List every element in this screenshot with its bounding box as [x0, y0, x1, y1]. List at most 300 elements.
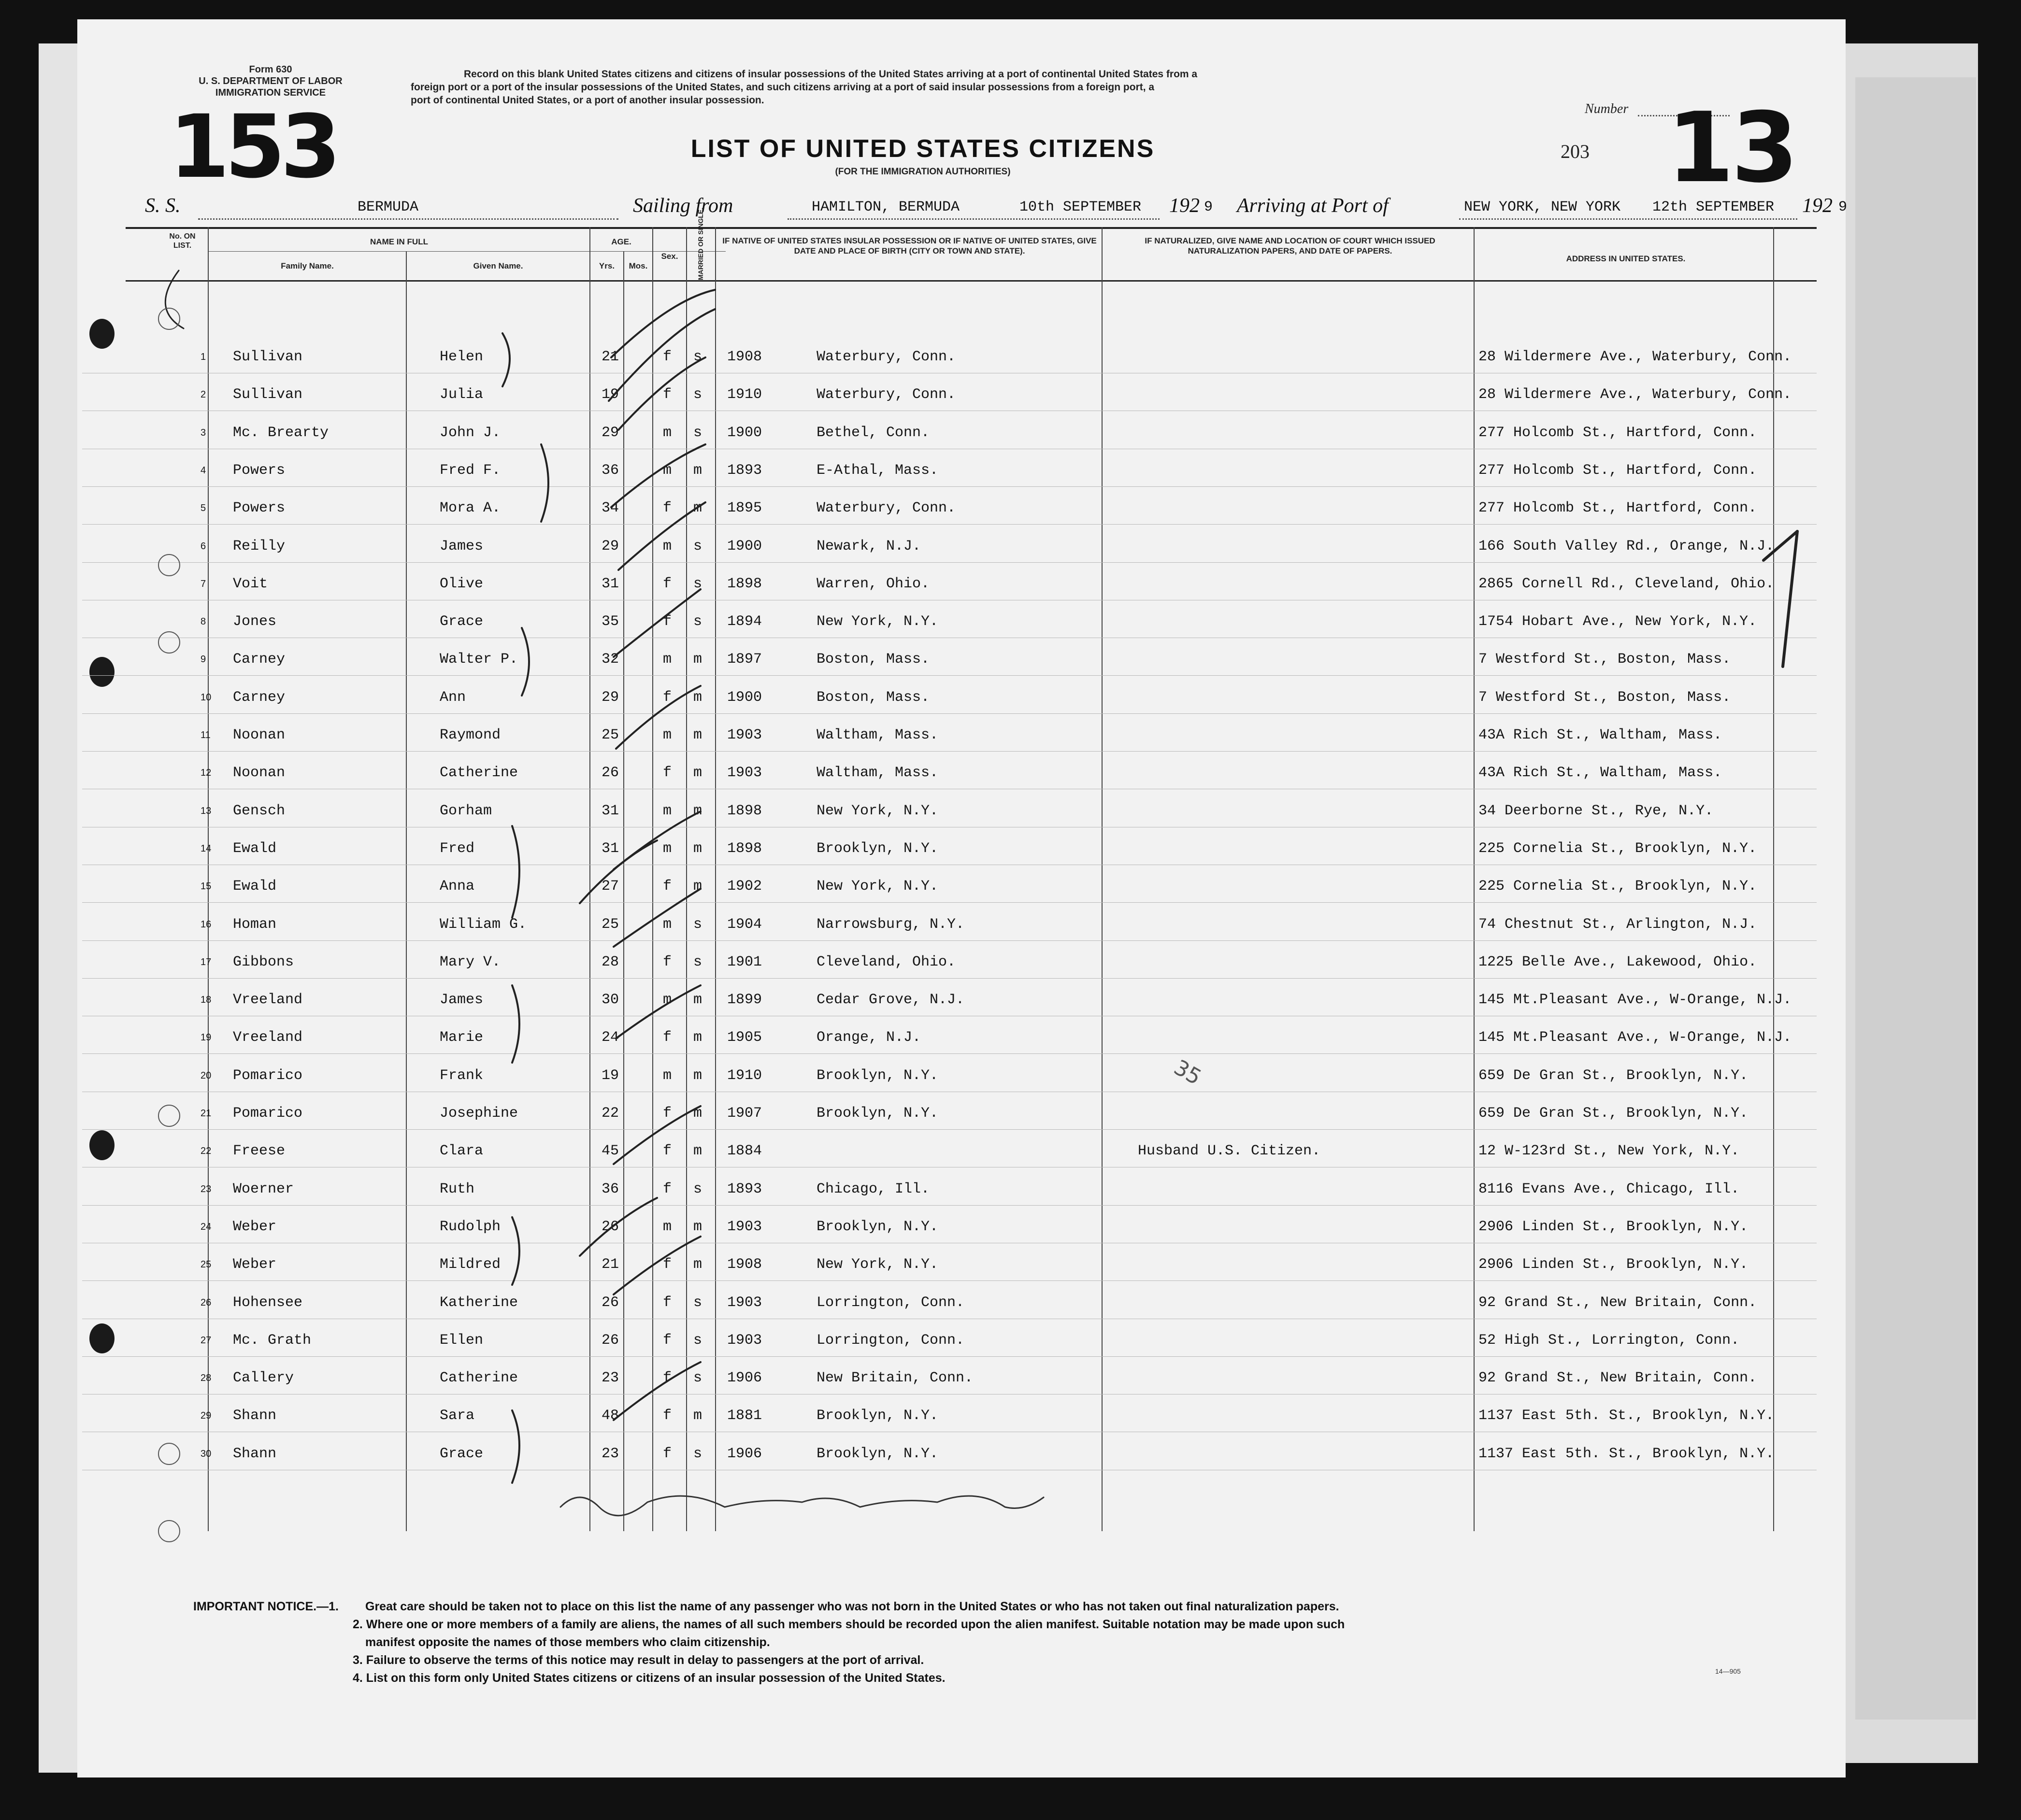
age-years: 21: [602, 1256, 619, 1273]
row-number: 2: [201, 389, 206, 400]
row-number: 18: [201, 995, 212, 1006]
birth-year: 1900: [727, 538, 762, 555]
marital-status: m: [693, 1256, 702, 1273]
birth-place: Boston, Mass.: [817, 651, 930, 668]
age-years: 23: [602, 1445, 619, 1462]
row-number: 19: [201, 1032, 212, 1043]
check-stroke: [580, 1198, 657, 1256]
notice-item: 2. Where one or more members of a family are aliens, the names of all such members should be recorded upon the alien manifest. Suitable notation may be made upon such: [353, 1618, 1345, 1631]
marital-status: m: [693, 500, 702, 517]
address: 92 Grand St., New Britain, Conn.: [1478, 1370, 1757, 1387]
marital-status: s: [693, 1370, 702, 1387]
check-stroke: [611, 444, 705, 507]
marital-status: m: [693, 727, 702, 743]
bracket-mark: [502, 333, 510, 386]
family-name: Weber: [233, 1256, 277, 1273]
age-years: 26: [602, 1332, 619, 1349]
birth-place: New York, N.Y.: [817, 878, 939, 895]
sex: m: [663, 727, 672, 743]
sex: f: [663, 878, 672, 895]
birth-place: Orange, N.J.: [817, 1029, 921, 1046]
age-years: 31: [602, 802, 619, 819]
arrival-year-prefix: 192: [1802, 195, 1833, 217]
row-number: 29: [201, 1410, 212, 1422]
marital-status: s: [693, 1332, 702, 1349]
row-number: 10: [201, 692, 212, 703]
check-stroke: [614, 889, 701, 947]
age-years: 48: [602, 1408, 619, 1424]
birth-year: 1895: [727, 500, 762, 517]
family-name: Reilly: [233, 538, 286, 555]
header-birth: IF NATIVE OF UNITED STATES INSULAR POSSESSION OR IF NATIVE OF UNITED STATES, GIVE DATE AND PLACE OF BIRTH (CITY OR TOWN AND STATE).: [722, 236, 1097, 256]
age-years: 19: [602, 1067, 619, 1084]
given-name: Mora A.: [440, 500, 501, 517]
row-number: 16: [201, 919, 212, 930]
marital-status: s: [693, 538, 702, 555]
birth-place: Waltham, Mass.: [817, 727, 939, 743]
row-number: 30: [201, 1448, 212, 1459]
given-name: Sara: [440, 1408, 475, 1424]
birth-year: 1908: [727, 1256, 762, 1273]
row-number: 21: [201, 1108, 212, 1119]
marital-status: s: [693, 916, 702, 933]
birth-place: Newark, N.J.: [817, 538, 921, 555]
sex: f: [663, 765, 672, 782]
row-number: 20: [201, 1070, 212, 1081]
given-name: William G.: [440, 916, 527, 933]
given-name: John J.: [440, 424, 501, 441]
given-name: Ann: [440, 689, 466, 706]
family-name: Mc. Brearty: [233, 424, 329, 441]
marital-status: s: [693, 1180, 702, 1197]
header-married-or-single: MARRIED OR SINGLE.: [697, 207, 704, 280]
naturalization-note: Husband U.S. Citizen.: [1138, 1143, 1321, 1160]
family-name: Ewald: [233, 878, 277, 895]
marital-status: m: [693, 689, 702, 706]
address: 1137 East 5th. St., Brooklyn, N.Y.: [1478, 1445, 1775, 1462]
header-given-name: Given Name.: [473, 261, 523, 270]
bracket-mark: [522, 628, 529, 696]
age-years: 24: [602, 1029, 619, 1046]
family-name: Homan: [233, 916, 277, 933]
arrival-port: NEW YORK, NEW YORK: [1464, 199, 1621, 215]
birth-place: Brooklyn, N.Y.: [817, 840, 939, 857]
address: 12 W-123rd St., New York, N.Y.: [1478, 1143, 1740, 1160]
marital-status: s: [693, 1294, 702, 1311]
header-mos: Mos.: [629, 261, 648, 270]
marital-status: m: [693, 1143, 702, 1160]
family-name: Sullivan: [233, 349, 303, 365]
family-name: Callery: [233, 1370, 294, 1387]
birth-year: 1906: [727, 1370, 762, 1387]
sex: f: [663, 1143, 672, 1160]
address: 659 De Gran St., Brooklyn, N.Y.: [1478, 1105, 1749, 1122]
marital-status: m: [693, 462, 702, 479]
bracket-mark: [541, 444, 548, 522]
sex: m: [663, 992, 672, 1009]
row-number: 5: [201, 503, 206, 514]
given-name: Josephine: [440, 1105, 518, 1122]
page-title: LIST OF UNITED STATES CITIZENS: [690, 135, 1155, 163]
given-name: Mary V.: [440, 953, 501, 970]
family-name: Shann: [233, 1445, 277, 1462]
sex: f: [663, 953, 672, 970]
manifest-page: [77, 19, 1846, 1777]
given-name: Fred F.: [440, 462, 501, 479]
bracket-mark: [512, 1217, 519, 1285]
marital-status: m: [693, 765, 702, 782]
family-name: Vreeland: [233, 992, 303, 1009]
row-number: 6: [201, 540, 206, 552]
given-name: Frank: [440, 1067, 484, 1084]
check-stroke: [611, 290, 715, 357]
age-years: 35: [602, 613, 619, 630]
age-years: 45: [602, 1143, 619, 1160]
header-address: ADDRESS IN UNITED STATES.: [1566, 254, 1686, 263]
address: 74 Chestnut St., Arlington, N.J.: [1478, 916, 1757, 933]
row-number: 11: [201, 730, 211, 740]
address: 659 De Gran St., Brooklyn, N.Y.: [1478, 1067, 1749, 1084]
sex: f: [663, 1029, 672, 1046]
notice-lead: IMPORTANT NOTICE.—1.: [193, 1600, 339, 1613]
family-name: Gibbons: [233, 953, 294, 970]
birth-year: 1898: [727, 575, 762, 592]
birth-place: Boston, Mass.: [817, 689, 930, 706]
notice-item: manifest opposite the names of those members who claim citizenship.: [365, 1635, 770, 1649]
sex: f: [663, 1408, 672, 1424]
given-name: Walter P.: [440, 651, 518, 668]
given-name: James: [440, 992, 484, 1009]
middle-handwritten-mark: 35: [1170, 1055, 1205, 1090]
address: 2906 Linden St., Brooklyn, N.Y.: [1478, 1218, 1749, 1235]
age-years: 19: [602, 386, 619, 403]
row-number: 14: [201, 843, 212, 854]
address: 92 Grand St., New Britain, Conn.: [1478, 1294, 1757, 1311]
birth-place: New York, N.Y.: [817, 613, 939, 630]
ship-name: BERMUDA: [358, 199, 419, 215]
marital-status: m: [693, 651, 702, 668]
birth-place: Brooklyn, N.Y.: [817, 1445, 939, 1462]
birth-place: New Britain, Conn.: [817, 1370, 974, 1387]
given-name: Grace: [440, 613, 484, 630]
underlying-page-edge: [1855, 77, 1976, 1720]
birth-year: 1910: [727, 386, 762, 403]
sex: f: [663, 349, 672, 365]
sex: f: [663, 1332, 672, 1349]
margin-mark: [1763, 531, 1797, 560]
row-number: 27: [201, 1335, 212, 1346]
check-stroke: [614, 1237, 701, 1294]
check-stroke: [580, 840, 657, 903]
row-number: 12: [201, 768, 212, 779]
address: 43A Rich St., Waltham, Mass.: [1478, 727, 1722, 743]
address: 7 Westford St., Boston, Mass.: [1478, 689, 1731, 706]
birth-place: Brooklyn, N.Y.: [817, 1218, 939, 1235]
family-name: Shann: [233, 1408, 277, 1424]
row-number: 8: [201, 616, 206, 627]
marital-status: m: [693, 1029, 702, 1046]
family-name: Pomarico: [233, 1067, 303, 1084]
marital-status: s: [693, 349, 702, 365]
given-name: Rudolph: [440, 1218, 501, 1235]
family-name: Noonan: [233, 765, 286, 782]
given-name: Ruth: [440, 1180, 475, 1197]
row-number: 13: [201, 805, 212, 816]
address: 28 Wildermere Ave., Waterbury, Conn.: [1478, 386, 1792, 403]
birth-place: Narrowsburg, N.Y.: [817, 916, 965, 933]
service-name: IMMIGRATION SERVICE: [215, 87, 326, 98]
birth-year: 1899: [727, 992, 762, 1009]
check-stroke: [614, 589, 701, 657]
check-stroke: [618, 357, 705, 430]
row-number: 1: [201, 352, 206, 362]
given-name: James: [440, 538, 484, 555]
header-naturalized: IF NATURALIZED, GIVE NAME AND LOCATION OF COURT WHICH ISSUED NATURALIZATION PAPERS, AND DATE OF PAPERS.: [1145, 236, 1435, 256]
birth-place: Warren, Ohio.: [817, 575, 930, 592]
birth-year: 1910: [727, 1067, 762, 1084]
sex: m: [663, 424, 672, 441]
age-years: 26: [602, 1294, 619, 1311]
handwritten-number-right: 13: [1667, 92, 1796, 204]
birth-year: 1898: [727, 840, 762, 857]
marital-status: s: [693, 613, 702, 630]
family-name: Jones: [233, 613, 277, 630]
sex: f: [663, 575, 672, 592]
birth-year: 1903: [727, 727, 762, 743]
page-subtitle: (FOR THE IMMIGRATION AUTHORITIES): [835, 167, 1011, 177]
row-number: 7: [201, 578, 206, 589]
address: 43A Rich St., Waltham, Mass.: [1478, 765, 1722, 782]
number-label: Number: [1585, 101, 1629, 116]
birth-year: 1900: [727, 689, 762, 706]
header-name-in-full: NAME IN FULL: [370, 237, 428, 246]
birth-year: 1893: [727, 1180, 762, 1197]
sex: m: [663, 840, 672, 857]
family-name: Mc. Grath: [233, 1332, 312, 1349]
sex: f: [663, 1180, 672, 1197]
birth-year: 1903: [727, 1218, 762, 1235]
birth-year: 1908: [727, 349, 762, 365]
marital-status: s: [693, 386, 702, 403]
birth-place: Waterbury, Conn.: [817, 349, 956, 365]
row-number: 3: [201, 427, 206, 438]
arrival-year-digit: 9: [1838, 199, 1848, 215]
family-name: Woerner: [233, 1180, 294, 1197]
marital-status: m: [693, 1408, 702, 1424]
birth-year: 1901: [727, 953, 762, 970]
check-stroke: [616, 686, 701, 749]
given-name: Fred: [440, 840, 475, 857]
address: 1137 East 5th. St., Brooklyn, N.Y.: [1478, 1408, 1775, 1424]
notice-item: 4. List on this form only United States citizens or citizens of an insular possession of the United States.: [353, 1671, 946, 1685]
header-no: No. ON LIST.: [169, 232, 196, 250]
margin-circle: [158, 632, 180, 653]
marital-status: m: [693, 878, 702, 895]
birth-place: Waterbury, Conn.: [817, 386, 956, 403]
birth-year: 1900: [727, 424, 762, 441]
birth-place: Brooklyn, N.Y.: [817, 1067, 939, 1084]
margin-circle: [158, 555, 180, 576]
age-years: 36: [602, 462, 619, 479]
marital-status: s: [693, 575, 702, 592]
sex: f: [663, 613, 672, 630]
department-name: U. S. DEPARTMENT OF LABOR: [199, 76, 343, 86]
birth-year: 1903: [727, 1294, 762, 1311]
address: 145 Mt.Pleasant Ave., W-Orange, N.J.: [1478, 1029, 1792, 1046]
sex: m: [663, 1067, 672, 1084]
birth-place: Bethel, Conn.: [817, 424, 930, 441]
given-name: Olive: [440, 575, 484, 592]
address: 52 High St., Lorrington, Conn.: [1478, 1332, 1740, 1349]
sex: f: [663, 1445, 672, 1462]
age-years: 21: [602, 349, 619, 365]
margin-mark: [165, 270, 184, 328]
address: 2906 Linden St., Brooklyn, N.Y.: [1478, 1256, 1749, 1273]
marital-status: m: [693, 1105, 702, 1122]
birth-place: Brooklyn, N.Y.: [817, 1105, 939, 1122]
row-number: 26: [201, 1297, 212, 1308]
sailing-year-digit: 9: [1204, 199, 1213, 215]
birth-place: Waltham, Mass.: [817, 765, 939, 782]
sailing-date: 10th SEPTEMBER: [1019, 199, 1142, 215]
handwritten-number-left: 153: [169, 97, 336, 198]
margin-circle: [158, 1105, 180, 1126]
address: 1225 Belle Ave., Lakewood, Ohio.: [1478, 953, 1757, 970]
birth-place: Brooklyn, N.Y.: [817, 1408, 939, 1424]
notice-item: 3. Failure to observe the terms of this notice may result in delay to passengers at the port of arrival.: [353, 1653, 924, 1667]
record-line: foreign port or a port of the insular possessions of the United States, and such citizens arriving at a port of said insular possessions from a foreign port, a: [411, 82, 1155, 93]
birth-year: 1905: [727, 1029, 762, 1046]
family-name: Voit: [233, 575, 268, 592]
age-years: 25: [602, 727, 619, 743]
birth-year: 1881: [727, 1408, 762, 1424]
birth-year: 1906: [727, 1445, 762, 1462]
address: 277 Holcomb St., Hartford, Conn.: [1478, 424, 1757, 441]
sex: f: [663, 689, 672, 706]
row-number: 25: [201, 1259, 212, 1270]
address: 28 Wildermere Ave., Waterbury, Conn.: [1478, 349, 1792, 365]
row-number: 24: [201, 1221, 212, 1232]
given-name: Katherine: [440, 1294, 518, 1311]
check-stroke: [614, 1362, 701, 1420]
sailing-year-prefix: 192: [1169, 195, 1200, 217]
birth-year: 1897: [727, 651, 762, 668]
given-name: Clara: [440, 1143, 484, 1160]
marital-status: m: [693, 1218, 702, 1235]
family-name: Sullivan: [233, 386, 303, 403]
sex: m: [663, 916, 672, 933]
address: 2865 Cornell Rd., Cleveland, Ohio.: [1478, 575, 1775, 592]
family-name: Pomarico: [233, 1105, 303, 1122]
sex: m: [663, 802, 672, 819]
handwritten-marks: [77, 19, 1846, 1777]
birth-place: Cleveland, Ohio.: [817, 953, 956, 970]
header-sex: Sex.: [661, 252, 678, 261]
sex: m: [663, 462, 672, 479]
family-name: Hohensee: [233, 1294, 303, 1311]
margin-circle: [158, 1521, 180, 1542]
birth-place: Waterbury, Conn.: [817, 500, 956, 517]
arriving-label: Arriving at Port of: [1237, 195, 1389, 217]
age-years: 27: [602, 878, 619, 895]
birth-year: 1903: [727, 765, 762, 782]
header-family-name: Family Name.: [281, 261, 334, 270]
sex: m: [663, 651, 672, 668]
sex: f: [663, 386, 672, 403]
given-name: Mildred: [440, 1256, 501, 1273]
address: 7 Westford St., Boston, Mass.: [1478, 651, 1731, 668]
birth-year: 1898: [727, 802, 762, 819]
given-name: Catherine: [440, 765, 518, 782]
row-number: 23: [201, 1183, 212, 1194]
record-line: Record on this blank United States citizens and citizens of insular possessions of the United States arriving at a port of continental United States from a: [464, 69, 1198, 80]
address: 34 Deerborne St., Rye, N.Y.: [1478, 802, 1714, 819]
bracket-mark: [512, 1410, 519, 1483]
age-years: 26: [602, 765, 619, 782]
family-name: Gensch: [233, 802, 286, 819]
age-years: 31: [602, 840, 619, 857]
row-number: 28: [201, 1373, 212, 1384]
row-number: 15: [201, 881, 212, 892]
address: 277 Holcomb St., Hartford, Conn.: [1478, 500, 1757, 517]
birth-year: 1902: [727, 878, 762, 895]
age-years: 31: [602, 575, 619, 592]
sex: m: [663, 538, 672, 555]
family-name: Freese: [233, 1143, 286, 1160]
given-name: Anna: [440, 878, 475, 895]
row-number: 4: [201, 465, 206, 476]
check-stroke: [614, 1106, 701, 1164]
age-years: 29: [602, 424, 619, 441]
sex: m: [663, 1218, 672, 1235]
sailing-port: HAMILTON, BERMUDA: [812, 199, 960, 215]
age-years: 23: [602, 1370, 619, 1387]
birth-place: Chicago, Ill.: [817, 1180, 930, 1197]
marital-status: m: [693, 1067, 702, 1084]
row-number: 22: [201, 1146, 212, 1157]
header-yrs: Yrs.: [599, 261, 615, 270]
given-name: Raymond: [440, 727, 501, 743]
age-years: 22: [602, 1105, 619, 1122]
age-years: 34: [602, 500, 619, 517]
sex: f: [663, 1294, 672, 1311]
birth-place: New York, N.Y.: [817, 802, 939, 819]
birth-place: Lorrington, Conn.: [817, 1332, 965, 1349]
sex: f: [663, 1256, 672, 1273]
birth-year: 1903: [727, 1332, 762, 1349]
family-name: Noonan: [233, 727, 286, 743]
sex: f: [663, 1105, 672, 1122]
address: 1754 Hobart Ave., New York, N.Y.: [1478, 613, 1757, 630]
family-name: Vreeland: [233, 1029, 303, 1046]
family-name: Weber: [233, 1218, 277, 1235]
check-stroke: [616, 985, 701, 1038]
sex: f: [663, 500, 672, 517]
address: 166 South Valley Rd., Orange, N.J.: [1478, 538, 1775, 555]
address: 145 Mt.Pleasant Ave., W-Orange, N.J.: [1478, 992, 1792, 1009]
address: 225 Cornelia St., Brooklyn, N.Y.: [1478, 878, 1757, 895]
age-years: 29: [602, 689, 619, 706]
birth-year: 1884: [727, 1143, 762, 1160]
age-years: 30: [602, 992, 619, 1009]
given-name: Catherine: [440, 1370, 518, 1387]
sailing-label: Sailing from: [633, 195, 733, 217]
birth-year: 1894: [727, 613, 762, 630]
age-years: 28: [602, 953, 619, 970]
birth-place: New York, N.Y.: [817, 1256, 939, 1273]
handwritten-signature: [560, 1496, 1044, 1516]
marital-status: m: [693, 992, 702, 1009]
